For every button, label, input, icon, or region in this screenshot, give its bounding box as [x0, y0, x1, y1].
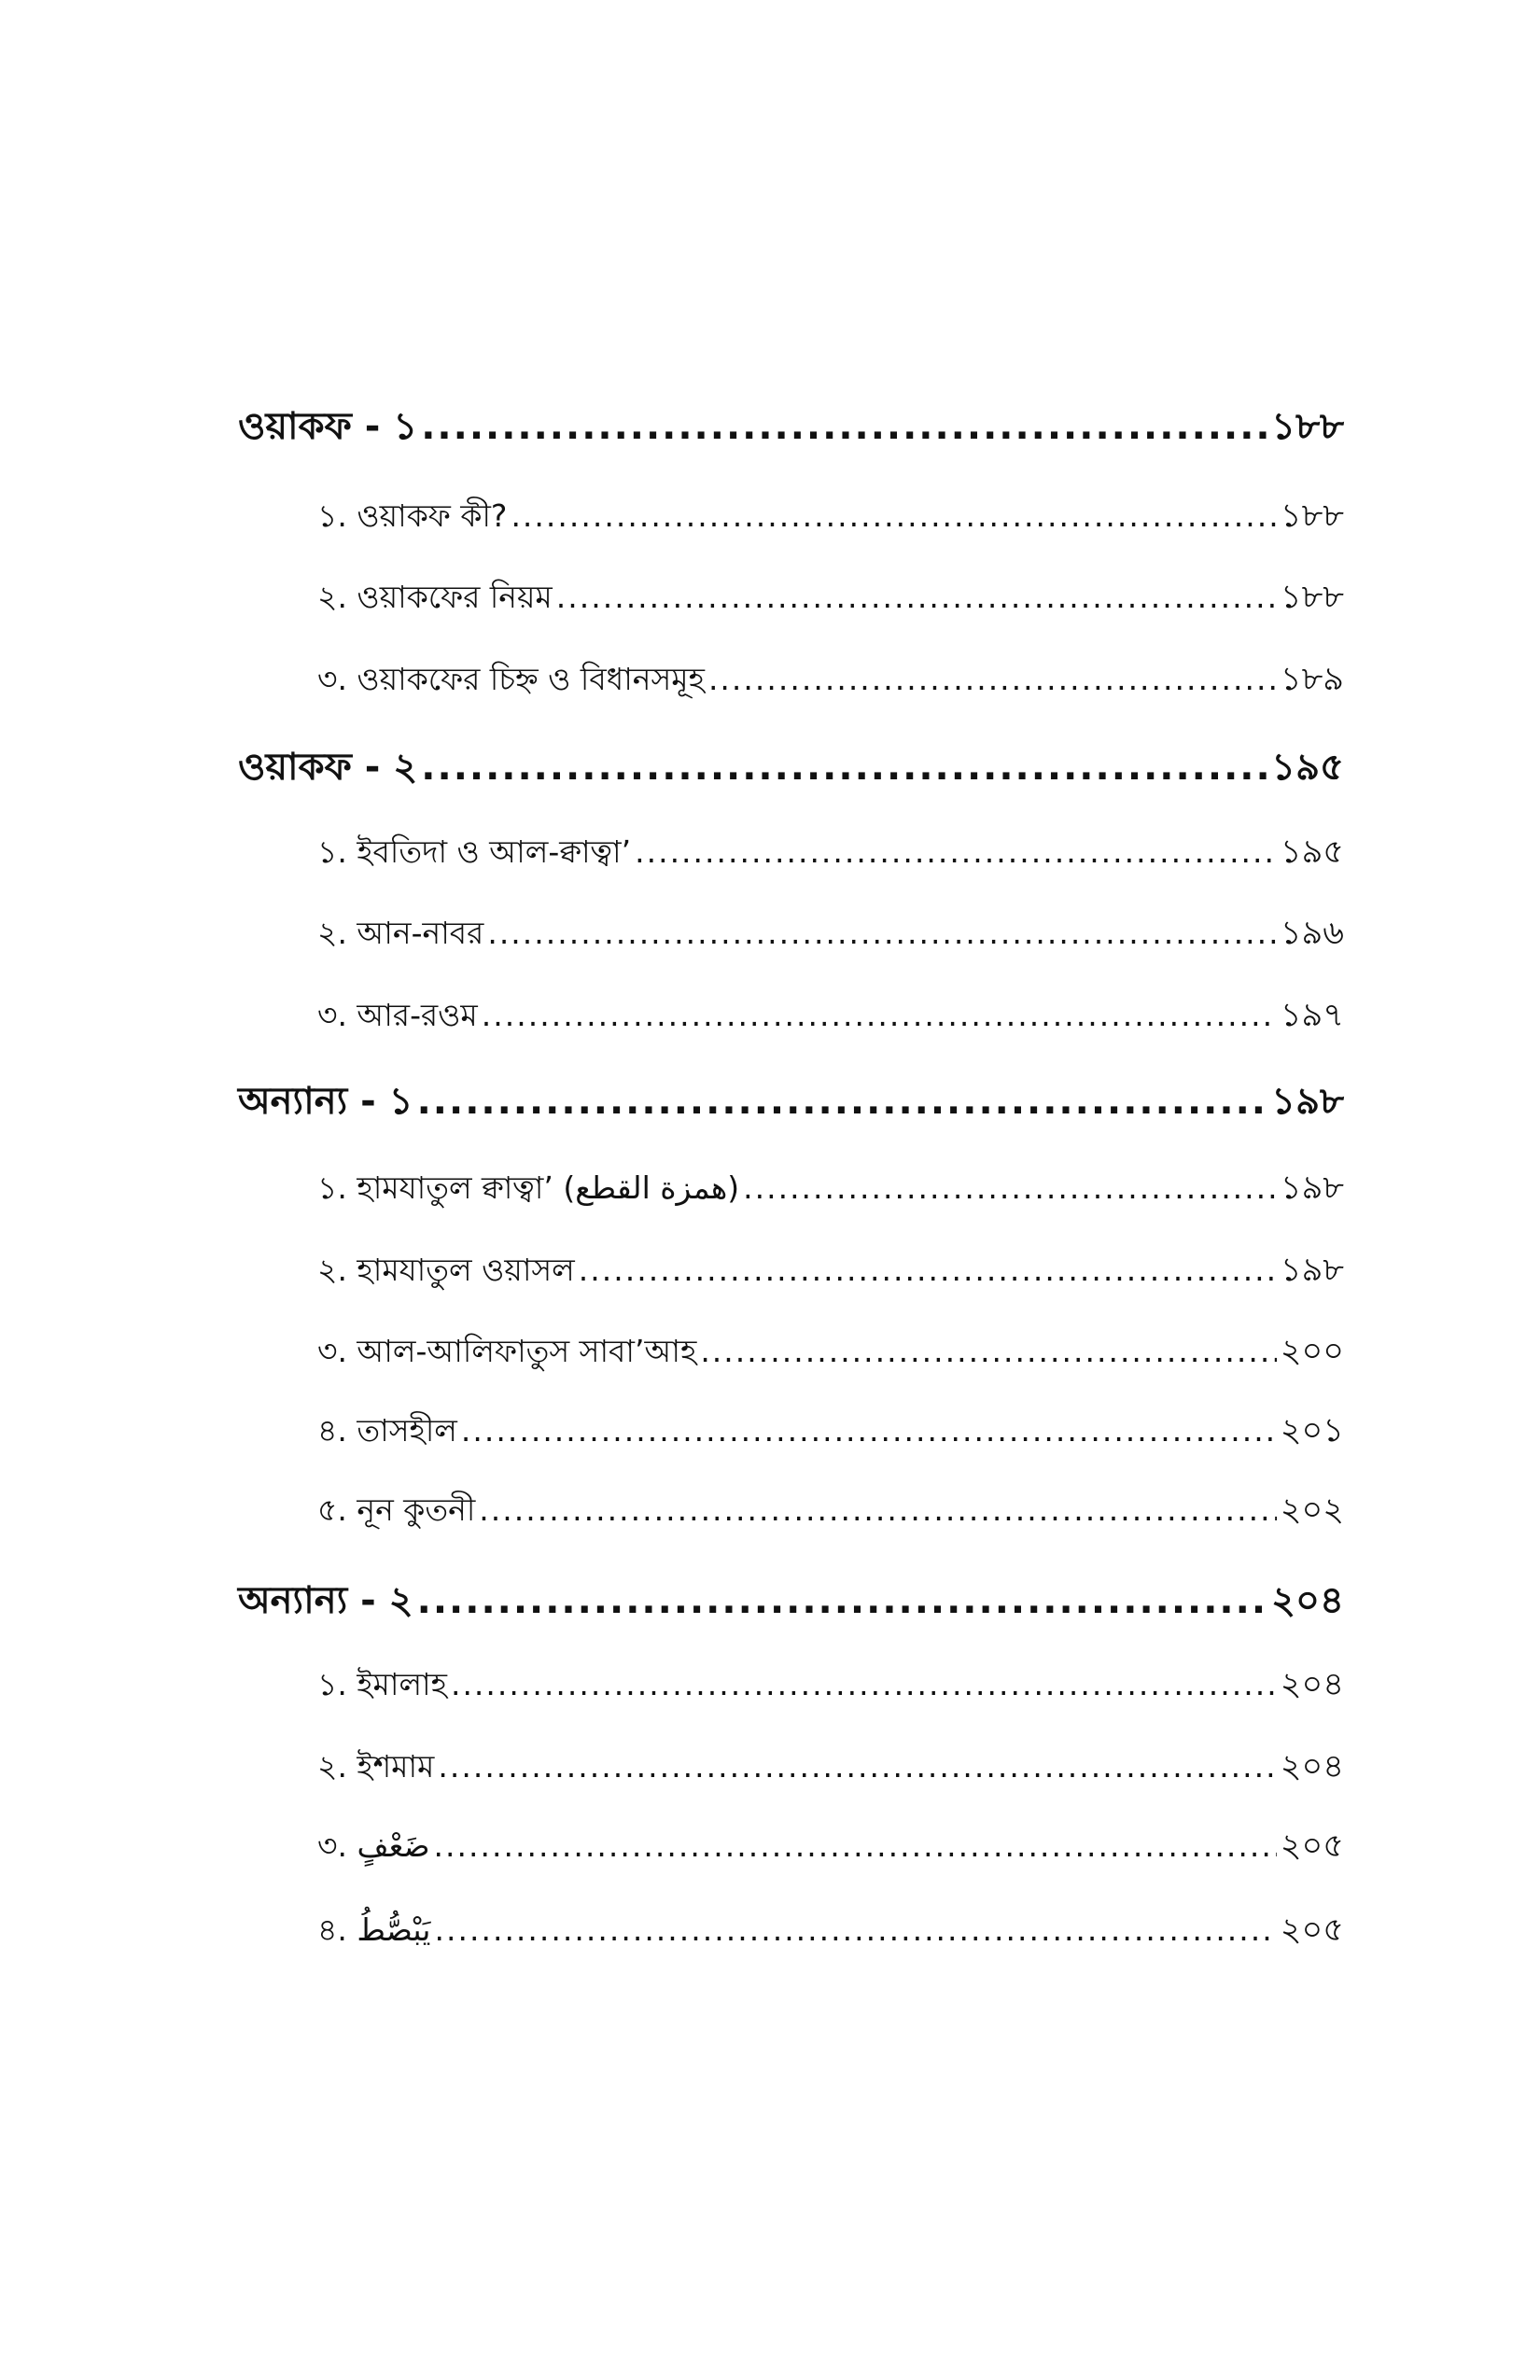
toc-page-number: ১৮৮: [1280, 497, 1344, 535]
dot-leader: [451, 1666, 1277, 1702]
toc-entry-label: ৫. নূন কুতনী: [317, 1491, 476, 1528]
toc-page-number: ১৯৫: [1280, 833, 1344, 871]
toc-entry-label: ৩. আল-আলিফাতুস সাবা’আহ: [317, 1333, 697, 1369]
dot-leader: [708, 661, 1277, 697]
toc-entry-label: ২. হামযাতুল ওয়াসল: [317, 1252, 575, 1288]
toc-entry-label: ১. ইবতিদা ও আল-ক্বাত্বা’: [317, 833, 632, 870]
toc-page-number: ১৮৮: [1280, 579, 1344, 616]
toc-section-item: [317, 1405, 1344, 1460]
toc-chapter-others-2: [238, 1571, 1344, 1633]
toc-entry-label: অন্যান্য - ২: [238, 1579, 413, 1622]
toc-entry-label: ২. ইশমাম: [317, 1748, 435, 1785]
dot-leader: [743, 1169, 1277, 1206]
toc-entry-label: ওয়াকফ - ২: [238, 746, 418, 789]
dot-leader: [461, 1412, 1277, 1449]
toc-page-number: ১৮৮: [1271, 405, 1344, 448]
toc-section-item: [317, 1741, 1344, 1796]
dot-leader: [434, 1827, 1277, 1864]
toc-page-number: ১৮৯: [1280, 661, 1344, 698]
toc-section-item: [317, 653, 1344, 708]
toc-entry-label: ৪. তাসহীল: [317, 1412, 457, 1449]
toc-page-number: ১৯৮: [1271, 1080, 1344, 1123]
toc-page-number: ১৯৮: [1280, 1169, 1344, 1207]
toc-section-item: [317, 571, 1344, 626]
toc-page-number: ২০৪: [1271, 1579, 1344, 1622]
dot-leader: [482, 997, 1277, 1033]
toc-entry-label: ২. আন-নাবর: [317, 915, 484, 951]
toc-section-item: [317, 1244, 1344, 1299]
toc-entry-label: ৪. يَبْصُّطُ: [317, 1911, 431, 1948]
toc-page-number: ২০০: [1280, 1333, 1344, 1370]
toc-section-item: [317, 989, 1344, 1044]
toc-entry-label: ৩. আর-রওম: [317, 997, 478, 1033]
toc-page-number: ১৯৬: [1280, 915, 1344, 952]
dot-leader: [435, 1911, 1277, 1948]
dot-leader: [700, 1333, 1276, 1369]
toc-entry-label: ১. ইমালাহ: [317, 1666, 447, 1702]
toc-entry-label: অন্যান্য - ১: [238, 1080, 413, 1123]
toc-entry-label: ওয়াকফ - ১: [238, 405, 418, 448]
dot-leader: [579, 1252, 1277, 1288]
dot-leader: [487, 915, 1276, 951]
toc-section-item: [317, 826, 1344, 881]
toc-section-item: [317, 1820, 1344, 1875]
dot-leader: [417, 1579, 1267, 1622]
toc-section-item: [317, 1659, 1344, 1714]
toc-page-number: ১৯৭: [1280, 997, 1344, 1034]
toc-page-number: ২০৪: [1280, 1666, 1344, 1703]
toc-section-item: [317, 907, 1344, 962]
dot-leader: [479, 1491, 1276, 1528]
toc-section-item: [317, 490, 1344, 545]
toc-page-number: ২০৫: [1280, 1827, 1344, 1865]
toc-page-number: ২০৪: [1280, 1748, 1344, 1785]
toc-section-item: [317, 1904, 1344, 1959]
toc-page-number: ২০১: [1280, 1412, 1344, 1449]
toc-chapter-others-1: [238, 1071, 1344, 1134]
dot-leader: [511, 497, 1276, 534]
toc-entry-label: ৩. ওয়াকফের চিহ্ন ও বিধানসমূহ: [317, 661, 705, 697]
toc-entry-label: ১. হামযাতুল ক্বাত্বা’ (همزة القطع): [317, 1169, 740, 1206]
dot-leader: [417, 1080, 1268, 1123]
toc-page-number: ১৯৮: [1280, 1252, 1344, 1289]
dot-leader: [635, 833, 1277, 870]
toc-page-number: ২০২: [1280, 1491, 1344, 1529]
dot-leader: [438, 1748, 1276, 1785]
toc-section-item: [317, 1162, 1344, 1217]
toc-section-item: [317, 1325, 1344, 1380]
toc-entry-label: ১. ওয়াকফ কী?: [317, 497, 508, 534]
dot-leader: [421, 405, 1267, 448]
toc-page-number: ২০৫: [1280, 1911, 1344, 1949]
toc-entry-label: ৩. ضَعْفٍ: [317, 1827, 430, 1864]
toc-chapter-waqf-1: [238, 397, 1344, 459]
toc-chapter-waqf-2: [238, 737, 1344, 800]
toc-section-item: [317, 1484, 1344, 1539]
dot-leader: [421, 746, 1267, 789]
toc-entry-label: ২. ওয়াকফের নিয়ম: [317, 579, 553, 615]
dot-leader: [556, 579, 1277, 615]
toc-page-number: ১৯৫: [1271, 746, 1344, 789]
